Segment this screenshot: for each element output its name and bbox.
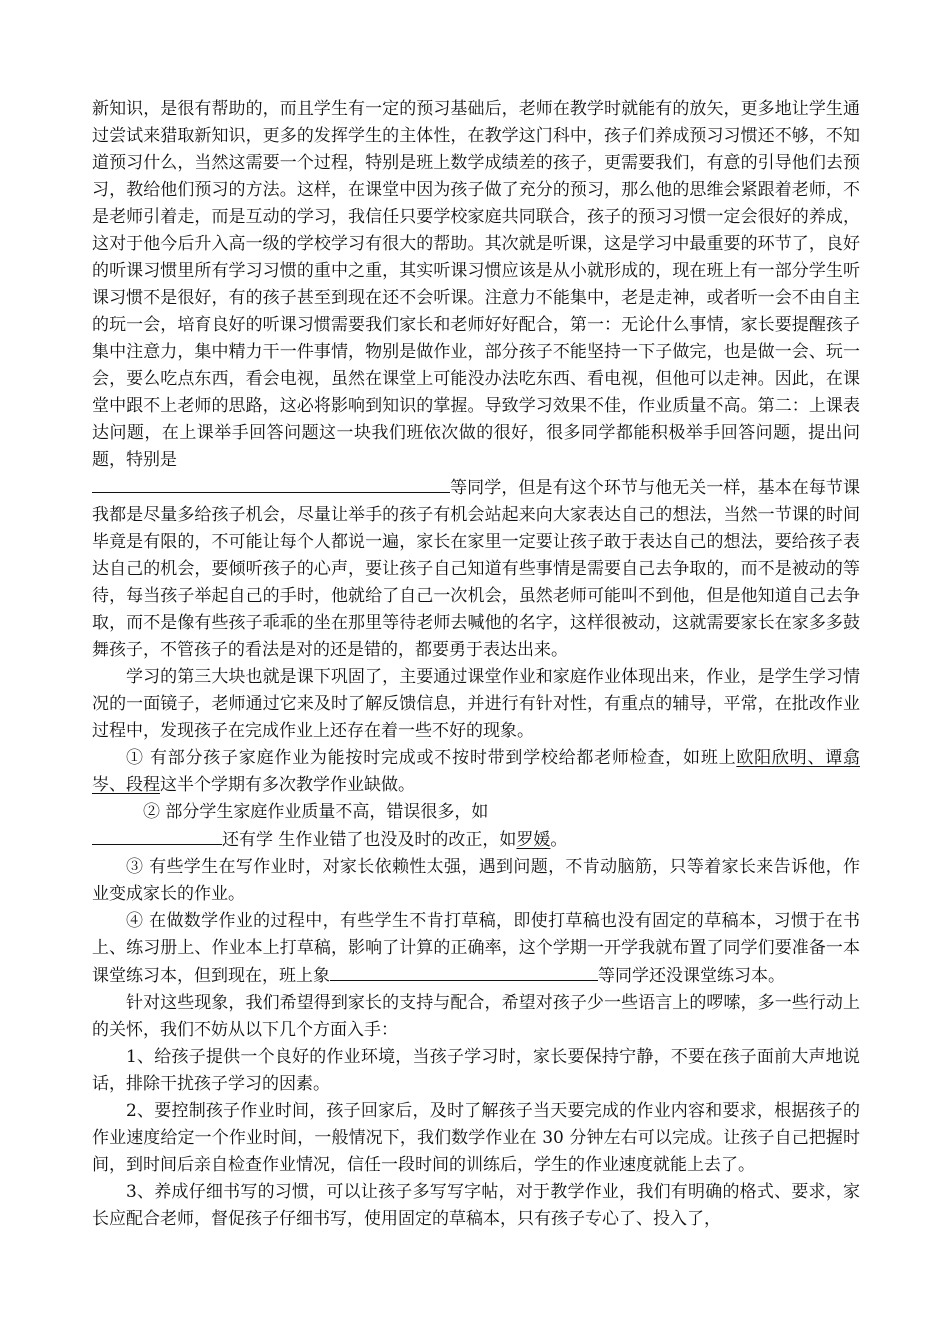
fill-in-blank: [92, 474, 450, 493]
paragraph-blank-line: [92, 474, 860, 664]
paragraph-preview-and-listening: [92, 96, 860, 474]
list-item-3: ③ 有些学生在写作业时，对家长依赖性太强，遇到问题，不肯动脑筋，只等着家长来告诉他，作业变成家长的作业。: [92, 857, 860, 904]
fill-in-blank: [92, 826, 222, 845]
list-item-text: 这半个学期有多次教学作业缺做。: [160, 775, 415, 795]
list-item-text: 。: [550, 830, 568, 850]
suggestion-1: 1、给孩子提供一个良好的作业环境，当孩子学习时，家长要保持宁静，不要在孩子面前大声地说话，排除干扰孩子学习的因素。: [92, 1047, 860, 1094]
fill-in-blank: [330, 962, 598, 981]
paragraph-homework-intro: 学习的第三大块也就是课下巩固了，主要通过课堂作业和家庭作业体现出来，作业，是学生学习情况的一面镜子，老师通过它来及时了解反馈信息，并进行有针对性，有重点的辅导，平常，在批改作业过程中，发现孩子在完成作业上还存在着一些不好的现象。: [92, 667, 860, 741]
list-item-1: [92, 745, 860, 799]
list-item-text: 还有学 生作业错了也没及时的改正，如: [222, 830, 517, 850]
list-item-4: [92, 908, 860, 990]
student-name: 罗媛: [516, 830, 551, 850]
list-item-text: ② 部分学生家庭作业质量不高，错误很多，如: [143, 802, 489, 822]
document-page: [92, 96, 860, 1233]
suggestion-2: 2、要控制孩子作业时间，孩子回家后，及时了解孩子当天要完成的作业内容和要求，根据孩子的作业速度给定一个作业时间，一般情况下，我们数学作业在 30 分钟左右可以完成。让孩子自己把握时间，到时间后亲自检查作业情况，信任一段时间的训练后，学生的作业速度就能上去了。: [92, 1101, 860, 1175]
paragraph-text: 新知识，是很有帮助的，而且学生有一定的预习基础后，老师在教学时就能有的放矢，更多地让学生通过尝试来猎取新知识，更多的发挥学生的主体性，在教学这门科中，孩子们养成预习习惯还不够，不知道预习什么，当然这需要一个过程，特别是班上数学成绩差的孩子，更需要我们，有意的引导他们去预习，教给他们预习的方法。这样，在课堂中因为孩子做了充分的预习，那么他的思维会紧跟着老师，不是老师引着走，而是互动的学习，我信任只要学校家庭共同联合，孩子的预习习惯一定会很好的养成，这对于他今后升入高一级的学校学习有很大的帮助。其次就是听课，这是学习中最重要的环节了，良好的听课习惯里所有学习习惯的重中之重，其实听课习惯应该是从小就形成的，现在班上有一部分学生听课习惯不是很好，有的孩子甚至到现在还不会听课。注意力不能集中，老是走神，或者听一会不由自主的玩一会，培育良好的听课习惯需要我们家长和老师好好配合，第一：无论什么事情，家长要提醒孩子集中注意力，集中精力干一件事情，物别是做作业，部分孩子不能坚持一下子做完，也是做一会、玩一会，要么吃点东西，看会电视，虽然在课堂上可能没办法吃东西、看电视，但他可以走神。因此，在课堂中跟不上老师的思路，这必将影响到知识的掌握。导致学习效果不佳，作业质量不高。第二：上课表达问题，在上课举手回答问题这一块我们班依次做的很好，很多同学都能积极举手回答问题，提出问题，特别是: [92, 99, 860, 470]
paragraph-suggestions-intro: 针对这些现象，我们希望得到家长的支持与配合，希望对孩子少一些语言上的啰嗦，多一些行动上的关怀，我们不妨从以下几个方面入手：: [92, 993, 860, 1040]
list-item-2: [92, 799, 860, 826]
list-item-text: 等同学还没课堂练习本。: [598, 966, 785, 986]
list-item-text: ① 有部分孩子家庭作业为能按时完成或不按时带到学校给都老师检查，如班上: [126, 748, 737, 768]
list-item-text: ④ 在做数学作业的过程中，有些学生不肯打草稿，即使打草稿也没有固定的草稿本，习惯于在书上、练习册上、作业本上打草稿，影响了计算的正确率，这个学期一开学我就布置了同学们要准备一本课堂练习本，但到现在，班上象: [92, 911, 860, 986]
suggestion-3: 3、养成仔细书写的习惯，可以让孩子多写写字帖，对于教学作业，我们有明确的格式、要求，家长应配合老师，督促孩子仔细书写，使用固定的草稿本，只有孩子专心了、投入了，: [92, 1182, 860, 1229]
list-item-2-continued: [92, 826, 860, 854]
paragraph-text: 等同学，但是有这个环节与他无关一样，基本在每节课我都是尽量多给孩子机会，尽量让举手的孩子有机会站起来向大家表达自己的想法，当然一节课的时间毕竟是有限的，不可能让每个人都说一遍，家长在家里一定要让孩子敢于表达自己的想法，要给孩子表达自己的机会，要倾听孩子的心声，要让孩子自己知道有些事情是需要自己去争取的，而不是被动的等待，每当孩子举起自己的手时，他就给了自己一次机会，虽然老师可能叫不到他，但是他知道自己去争取，而不是像有些孩子乖乖的坐在那里等待老师去喊他的名字，这样很被动，这就需要家长在家多多鼓舞孩子，不管孩子的看法是对的还是错的，都要勇于表达出来。: [92, 478, 860, 660]
student-names: 欧阳欣明、谭翕岑、段程: [92, 748, 860, 795]
